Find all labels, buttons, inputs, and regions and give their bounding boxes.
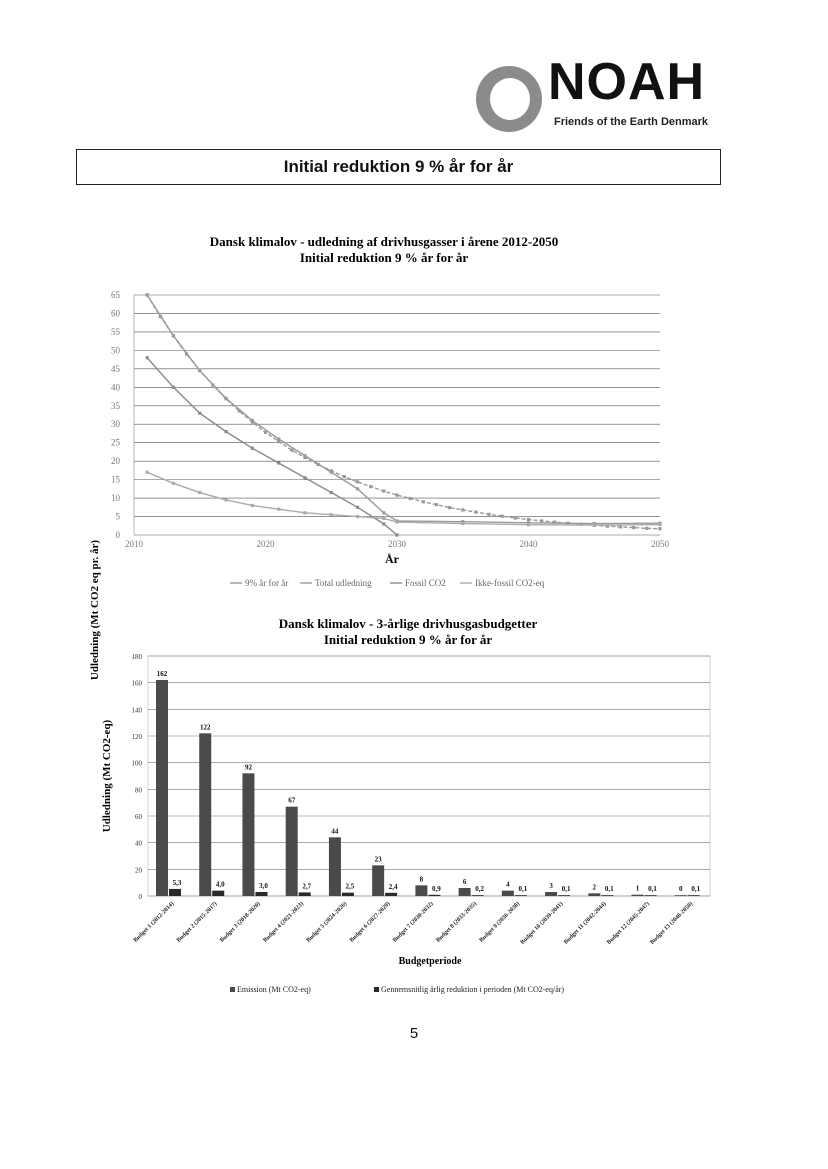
chart2-x-tick: Budget 7 (2030-2032): [392, 901, 435, 944]
chart2-data-label: 122: [199, 723, 211, 732]
budget-bar-chart: [0, 610, 828, 1000]
chart2-emission-bar: [632, 895, 644, 896]
chart2-legend-swatch: [230, 987, 235, 992]
chart1-x-tick: 2020: [256, 539, 275, 549]
chart2-data-label: 3,0: [259, 882, 268, 890]
chart2-data-label: 0,1: [648, 885, 657, 894]
page-number: 5: [409, 1025, 419, 1042]
chart2-subtitle: Initial reduktion 9 % år for år: [323, 632, 493, 647]
chart2-reduction-bar: [385, 893, 397, 896]
chart2-x-tick: Budget 4 (2021-2023): [262, 901, 306, 944]
chart2-gridlines: [148, 656, 710, 896]
chart1-y-tick: 30: [111, 419, 120, 430]
chart1-data-point: [330, 491, 333, 494]
chart1-x-tick: 2010: [125, 539, 143, 549]
chart2-data-label: 6: [462, 878, 467, 886]
chart1-data-point: [146, 293, 149, 296]
chart2-x-ticks: [132, 900, 694, 945]
chart2-emission-bar: [588, 893, 600, 896]
chart2-y-tick: 120: [131, 733, 142, 741]
chart1-data-point: [540, 519, 543, 522]
chart2-x-tick: Budget 10 (2039-2041): [519, 901, 565, 946]
chart1-gridlines: [134, 295, 660, 535]
chart2-x-tick: Budget 6 (2027-2029): [348, 901, 392, 944]
chart1-data-point: [224, 397, 227, 400]
chart2-reduction-bar: [558, 895, 570, 896]
chart1-y-tick: 45: [111, 363, 120, 374]
chart2-reduction-bar: [299, 892, 311, 896]
chart1-data-point: [251, 504, 254, 507]
chart2-emission-bar: [242, 773, 254, 896]
chart2-y-tick: 0: [138, 893, 142, 901]
chart2-data-label: 2,5: [345, 882, 355, 891]
chart1-y-tick: 0: [115, 530, 120, 540]
chart2-data-label: 162: [156, 670, 168, 678]
chart1-y-tick: 25: [111, 437, 120, 448]
chart1-data-point: [330, 471, 333, 474]
chart2-data-label: 44: [331, 827, 339, 836]
chart1-data-point: [277, 461, 280, 464]
chart1-data-point: [461, 508, 464, 511]
chart1-data-point: [645, 527, 648, 530]
chart2-data-label: 0: [679, 885, 683, 894]
chart2-reduction-bar: [688, 895, 700, 896]
chart2-reduction-bar: [645, 895, 657, 896]
chart2-data-label: 5,3: [172, 878, 182, 887]
chart2-y-tick: 20: [135, 866, 142, 875]
logo-tagline: Friends of the Earth Denmark: [554, 116, 709, 128]
chart2-emission-bar: [156, 680, 168, 896]
chart1-subtitle: Initial reduktion 9 % år for år: [299, 250, 469, 265]
noah-logo: [476, 53, 726, 144]
chart2-data-label: 0,1: [604, 885, 614, 894]
chart1-data-point: [409, 497, 412, 500]
chart2-legend-swatch: [374, 987, 379, 992]
chart2-emission-bar: [286, 807, 298, 896]
chart2-legend: [230, 985, 564, 994]
chart1-data-point: [382, 522, 385, 525]
chart2-reduction-bar: [601, 895, 613, 896]
logo-name: NOAH: [548, 53, 706, 111]
chart1-series-line: [147, 472, 660, 525]
chart1-data-point: [356, 487, 359, 490]
chart2-reduction-bar: [169, 889, 181, 896]
chart2-data-label: 0,2: [475, 885, 484, 894]
chart2-legend-label: Gennemsnitlig årlig reduktion i perioden (Mt CO2-eq/år): [381, 985, 565, 994]
chart2-emission-bar: [459, 888, 471, 896]
page-title: Initial reduktion 9 % år for år: [76, 149, 721, 185]
chart2-reduction-bar: [255, 892, 267, 896]
chart1-data-point: [303, 476, 306, 479]
chart1-data-point: [251, 419, 254, 422]
chart2-data-label: 23: [374, 855, 382, 864]
chart2-emission-bar: [199, 733, 211, 896]
chart1-series-line: [147, 295, 660, 529]
chart2-title: Dansk klimalov - 3-årlige drivhusgasbudgetter: [278, 616, 538, 631]
chart1-y-tick: 65: [111, 290, 120, 300]
chart2-data-label: 3: [549, 882, 553, 890]
chart1-data-point: [277, 508, 280, 511]
chart2-data-label: 0,9: [432, 884, 441, 893]
chart2-y-tick: 160: [131, 679, 142, 688]
chart2-emission-bar: [502, 891, 514, 896]
chart2-x-tick: Budget 11 (2042-2044): [563, 901, 608, 946]
chart2-y-tick: 60: [135, 813, 142, 821]
chart2-y-tick: 40: [135, 839, 142, 848]
chart2-reduction-bar: [212, 891, 224, 896]
chart1-data-point: [395, 533, 398, 536]
chart1-ylabel: Udledning (Mt CO2 eq pr. år): [89, 539, 101, 681]
chart2-y-tick: 80: [135, 786, 142, 795]
chart2-y-tick: 140: [131, 706, 142, 715]
chart2-xlabel: Budgetperiode: [398, 956, 462, 967]
chart2-emission-bar: [372, 865, 384, 896]
chart2-legend-label: Emission (Mt CO2-eq): [237, 985, 311, 994]
chart1-data-point: [224, 430, 227, 433]
chart1-legend-label: Ikke-fossil CO2-eq: [475, 578, 545, 588]
chart1-data-point: [593, 523, 596, 526]
chart2-reduction-bar: [472, 895, 484, 896]
chart2-x-tick: Budget 9 (2036-2038): [478, 901, 522, 944]
chart1-data-point: [277, 437, 280, 440]
chart1-x-tick: 2040: [519, 539, 538, 549]
chart1-data-point: [527, 518, 530, 521]
chart2-x-tick: Budget 13 (2048-2050): [649, 901, 695, 946]
chart1-y-tick: 50: [111, 345, 120, 356]
chart2-x-tick: Budget 5 (2024-2026): [305, 901, 349, 944]
chart2-x-tick: Budget 3 (2018-2020): [219, 901, 262, 944]
chart2-reduction-bar: [515, 895, 527, 896]
chart1-data-point: [658, 523, 661, 526]
chart2-y-tick: 180: [131, 653, 142, 661]
chart1-y-tick: 55: [111, 326, 120, 337]
chart1-data-point: [172, 482, 175, 485]
chart1-data-point: [356, 480, 359, 483]
chart1-series-line: [147, 295, 660, 524]
chart1-data-point: [224, 498, 227, 501]
chart1-data-point: [632, 526, 635, 529]
chart1-data-point: [198, 491, 201, 494]
chart1-data-point: [461, 522, 464, 525]
chart1-data-point: [395, 520, 398, 523]
chart2-data-label: 2,4: [388, 882, 398, 891]
chart1-legend-label: 9% år for år: [245, 578, 289, 588]
chart1-data-point: [172, 334, 175, 337]
chart1-data-point: [382, 511, 385, 514]
chart1-data-point: [501, 515, 504, 518]
chart1-data-point: [527, 523, 530, 526]
chart2-data-label: 1: [635, 884, 640, 893]
chart1-x-tick: 2050: [651, 539, 669, 549]
chart2-x-tick: Budget 2 (2015-2017): [175, 901, 219, 944]
chart1-title: Dansk klimalov - udledning af drivhusgasser i årene 2012-2050: [209, 234, 559, 249]
chart1-data-point: [330, 513, 333, 516]
chart1-data-point: [356, 506, 359, 509]
chart1-data-point: [382, 517, 385, 520]
chart1-data-point: [146, 356, 149, 359]
chart1-data-point: [198, 412, 201, 415]
chart2-data-label: 67: [288, 796, 296, 805]
chart2-emission-bar: [545, 892, 557, 896]
logo-ring-icon: [476, 66, 542, 132]
chart1-data-point: [356, 515, 359, 518]
chart1-data-point: [303, 454, 306, 457]
chart1-y-ticks: [111, 290, 121, 540]
chart1-y-tick: 40: [111, 382, 120, 393]
chart1-data-point: [474, 511, 477, 514]
chart1-y-tick: 20: [111, 456, 120, 467]
chart1-data-point: [369, 485, 372, 488]
chart2-x-tick: Budget 12 (2045-2047): [606, 901, 651, 946]
chart1-data-point: [448, 506, 451, 509]
chart1-y-tick: 10: [111, 493, 120, 504]
chart1-y-tick: 15: [111, 474, 120, 485]
chart2-emission-bar: [329, 837, 341, 896]
chart1-data-point: [658, 527, 661, 530]
chart1-data-point: [198, 369, 201, 372]
chart2-data-label: 92: [244, 763, 252, 772]
chart2-emission-bar: [675, 895, 687, 896]
chart1-data-point: [487, 513, 490, 516]
chart2-bars: [156, 670, 701, 896]
chart1-y-tick: 5: [115, 511, 120, 522]
chart2-data-label: 2: [592, 883, 597, 892]
chart1-y-tick: 35: [111, 400, 120, 411]
chart2-data-label: 4: [506, 880, 510, 889]
chart2-y-ticks: [132, 653, 143, 901]
chart2-data-label: 0,1: [518, 885, 528, 894]
chart1-data-point: [619, 525, 622, 528]
chart1-data-point: [514, 516, 517, 519]
chart2-data-label: 2,7: [302, 882, 312, 891]
chart2-x-tick: Budget 1 (2012-2014): [132, 901, 176, 944]
chart1-data-point: [435, 503, 438, 506]
chart1-y-tick: 60: [111, 308, 120, 319]
chart1-legend-label: Fossil CO2: [405, 578, 446, 588]
chart1-x-tick: 2030: [388, 539, 406, 549]
chart1-data-point: [343, 475, 346, 478]
chart2-data-label: 4,0: [215, 880, 225, 889]
chart2-y-tick: 100: [131, 759, 142, 768]
chart1-data-point: [395, 494, 398, 497]
chart1-x-ticks: [125, 539, 670, 549]
chart2-x-tick: Budget 8 (2033-2035): [435, 901, 479, 944]
chart2-ylabel: Udledning (Mt CO2-eq): [101, 719, 113, 833]
chart1-data-point: [172, 386, 175, 389]
chart2-emission-bar: [415, 885, 427, 896]
chart1-data-point: [146, 471, 149, 474]
chart2-reduction-bar: [342, 893, 354, 896]
chart2-data-label: 0,1: [561, 885, 571, 894]
chart2-plot-frame: [148, 656, 710, 896]
chart1-data-point: [303, 511, 306, 514]
chart1-xlabel: År: [385, 552, 399, 566]
chart1-legend: [230, 578, 545, 588]
chart1-data-point: [290, 448, 293, 451]
chart2-data-label: 0,1: [691, 885, 701, 894]
chart2-reduction-bar: [428, 895, 440, 896]
chart1-data-point: [251, 447, 254, 450]
chart2-data-label: 8: [419, 875, 424, 884]
chart1-data-point: [382, 489, 385, 492]
chart1-series: [146, 293, 662, 536]
chart1-data-point: [422, 500, 425, 503]
chart1-legend-label: Total udledning: [315, 578, 372, 588]
